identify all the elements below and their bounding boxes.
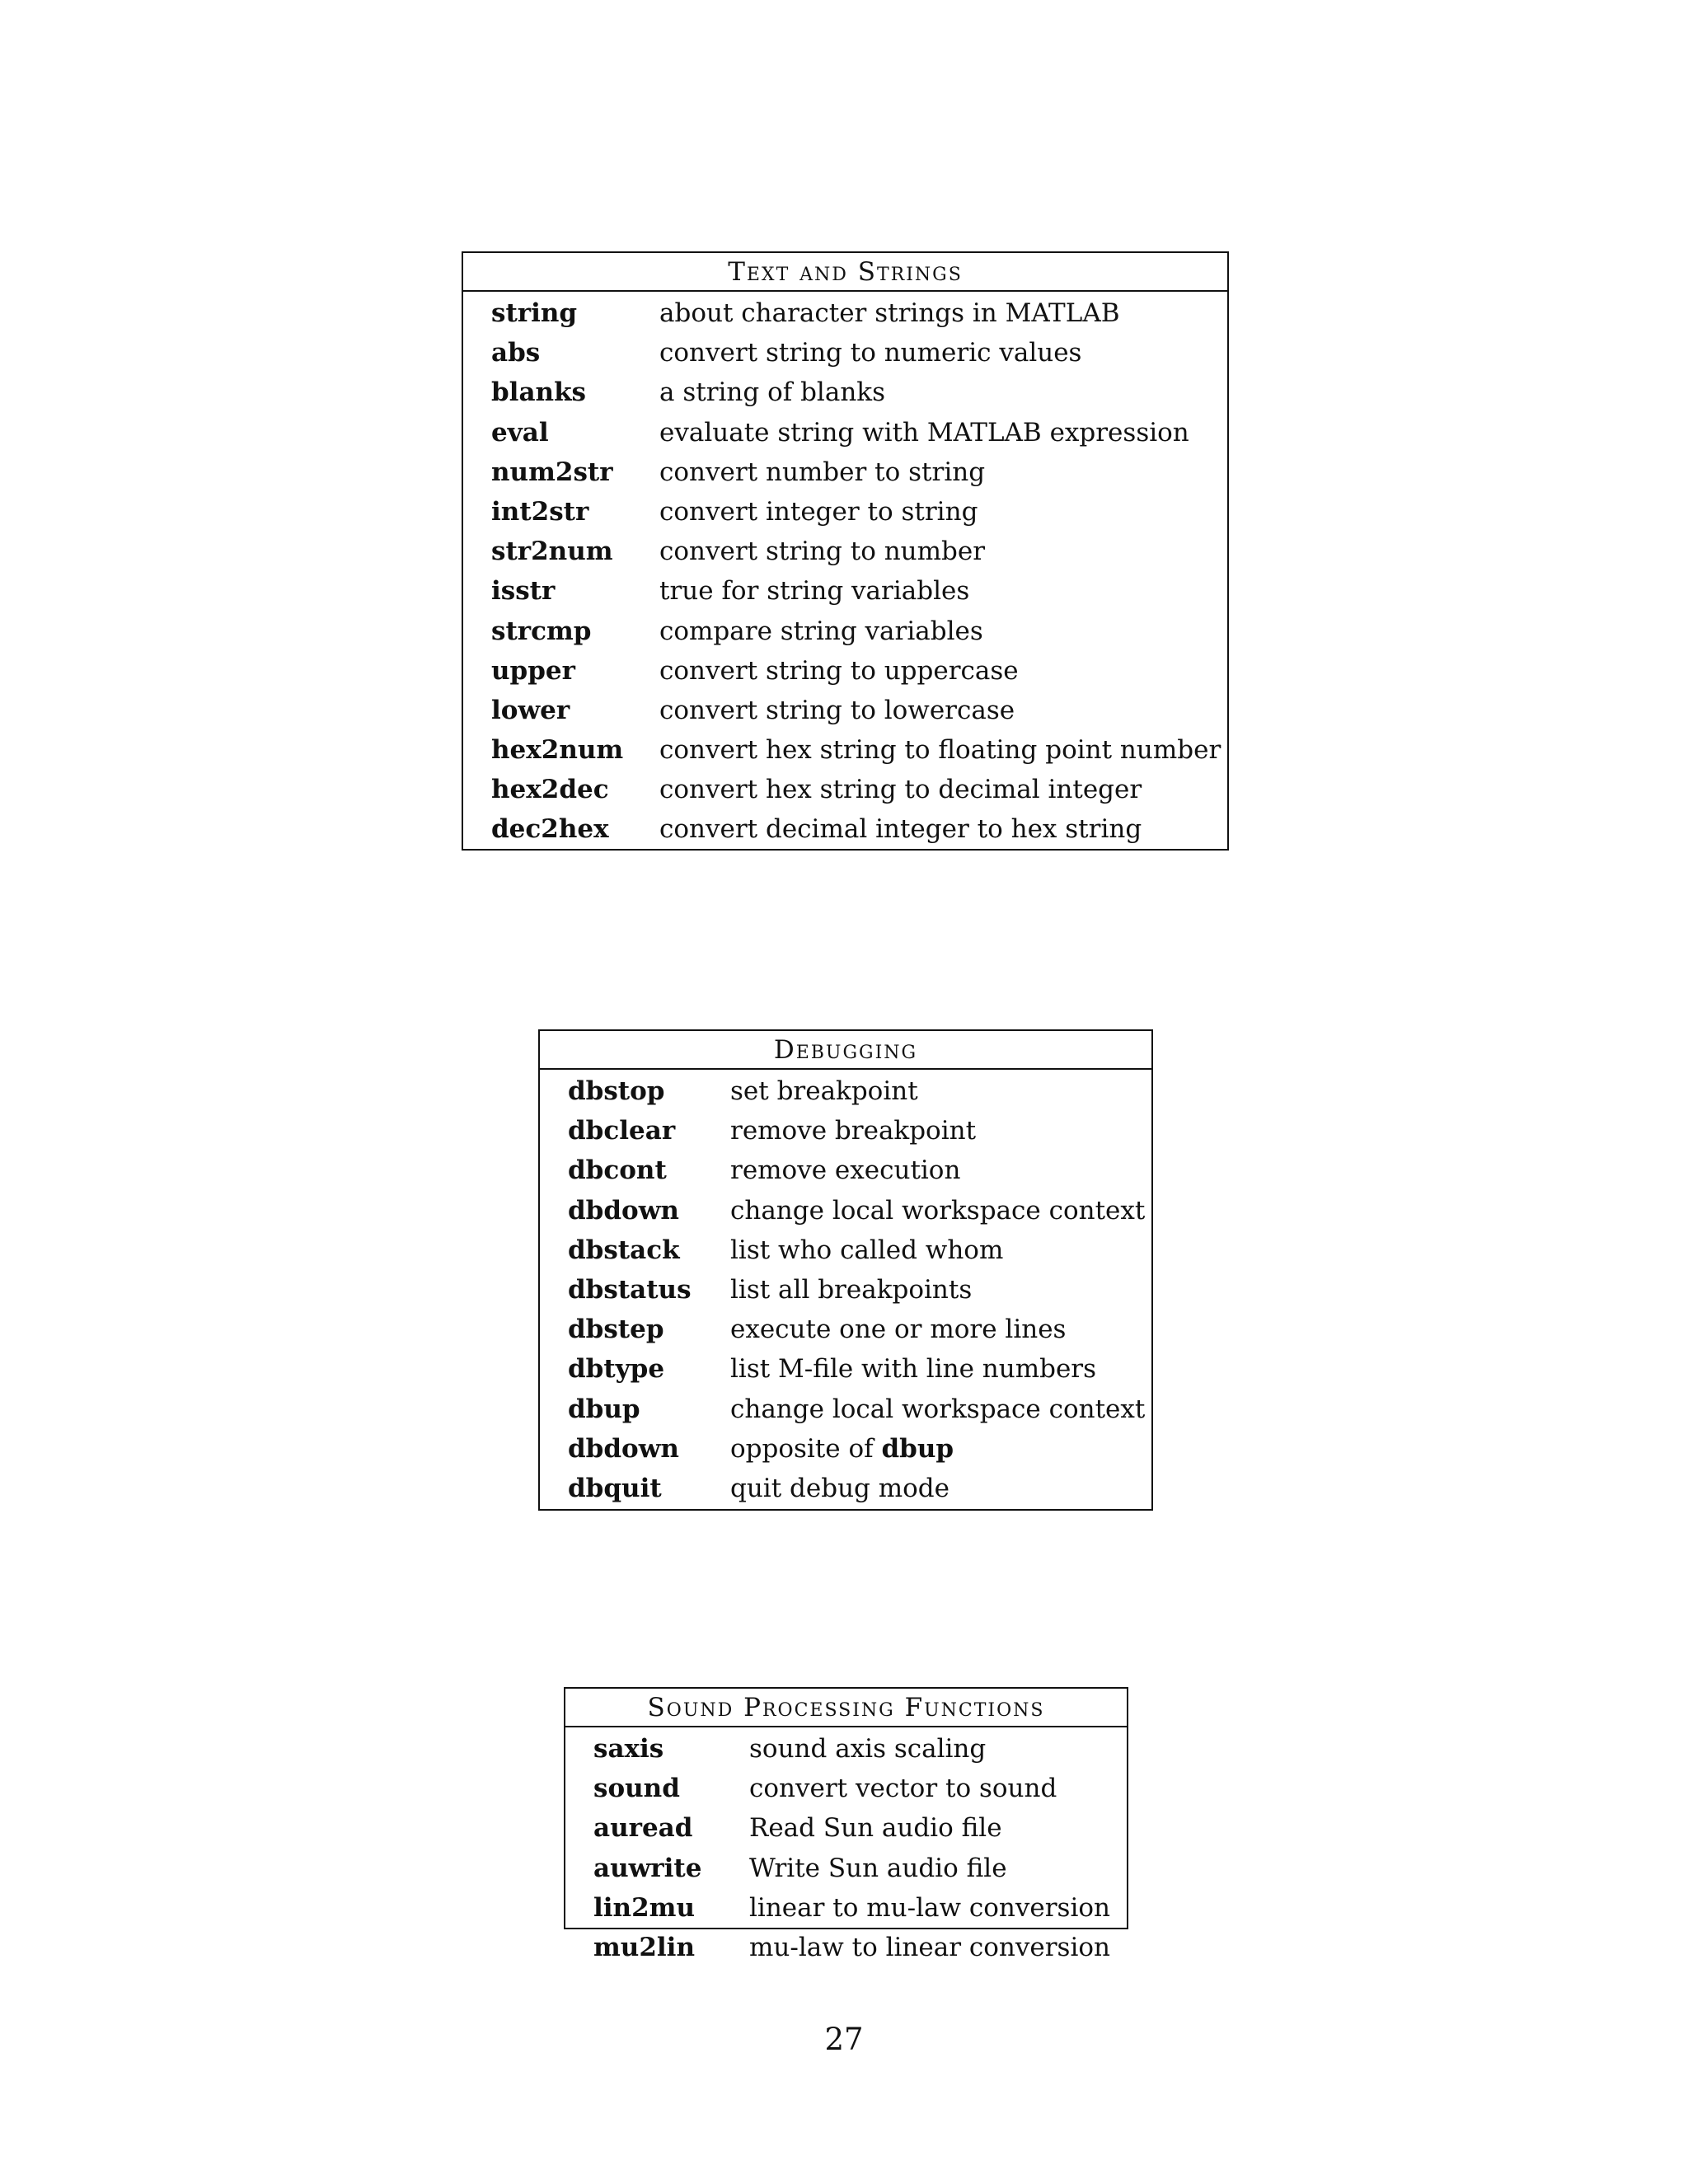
command-name: isstr [491,576,556,607]
description-text: remove breakpoint [730,1116,977,1146]
description-text: Write Sun audio file [749,1853,1007,1883]
table-row [540,1151,1151,1190]
table-row [565,1729,1127,1769]
command-description [659,373,885,412]
description-text: quit debug mode [730,1473,950,1503]
table-body [540,1070,1151,1508]
table-row [463,333,1227,373]
table-row [540,1111,1151,1151]
command-description [659,612,983,651]
command-name: upper [491,655,575,686]
command-description [659,730,1221,770]
table-row [463,293,1227,333]
description-text: convert number to string [659,457,986,487]
description-text: set breakpoint [730,1076,918,1106]
table-title: Text and Strings [463,253,1227,292]
table-title: Debugging [540,1031,1151,1070]
command-name: dbdown [568,1433,679,1464]
command-name: dbclear [568,1116,676,1146]
table-row [540,1429,1151,1469]
command-description [730,1390,1145,1429]
table-body [463,292,1227,850]
command-description [749,1808,1002,1848]
description-text: convert decimal integer to hex string [659,814,1142,845]
command-name: dec2hex [491,814,609,845]
table-row [463,452,1227,492]
table-row [463,651,1227,691]
table-row [565,1888,1127,1928]
command-description [730,1270,972,1310]
table-row [463,532,1227,571]
description-text: change local workspace context [730,1394,1146,1424]
sound-processing-table [564,1687,1128,1962]
description-text: list who called whom [730,1235,1004,1265]
description-text: mu-law to linear conversion [749,1932,1111,1962]
description-text: convert hex string to floating point number [659,735,1221,766]
description-text: convert hex string to decimal integer [659,775,1142,805]
command-description [749,1928,1110,1967]
description-text: convert vector to sound [749,1774,1057,1804]
command-description [659,651,1019,691]
description-text: linear to mu-law conversion [749,1892,1111,1923]
command-name: auwrite [593,1853,702,1883]
description-text: list M-file with line numbers [730,1354,1097,1385]
table-row [540,1390,1151,1429]
table-row [463,373,1227,412]
table-row [540,1310,1151,1349]
table-row [565,1808,1127,1848]
table-row [540,1071,1151,1111]
description-text: sound axis scaling [749,1734,987,1764]
command-name: dbstatus [568,1274,692,1305]
description-text: opposite of [730,1433,882,1464]
command-description [749,1769,1057,1808]
command-name: dbstop [568,1076,665,1106]
description-text: true for string variables [659,576,970,607]
command-name: dbquit [568,1473,662,1503]
page-number: 27 [824,2022,864,2057]
command-name: saxis [593,1734,664,1764]
command-name: dbstack [568,1235,680,1265]
command-name: num2str [491,457,613,487]
table-row [565,1928,1127,1967]
table-row [463,809,1227,849]
command-name: dbdown [568,1195,679,1226]
table-row [540,1230,1151,1270]
command-description [730,1230,1003,1270]
table-row [565,1769,1127,1808]
command-description [730,1071,918,1111]
description-text: convert string to uppercase [659,655,1019,686]
command-description [730,1469,950,1508]
command-description [659,492,978,532]
command-description [659,571,969,611]
command-description [730,1191,1145,1230]
command-description [749,1888,1110,1928]
description-text: convert string to number [659,537,986,567]
command-name: hex2dec [491,775,609,805]
text-and-strings-table [462,251,1229,851]
command-description [659,413,1189,452]
description-text: convert integer to string [659,496,978,527]
command-name: lin2mu [593,1892,696,1923]
command-description [659,770,1142,809]
table-title: Sound Processing Functions [565,1689,1127,1727]
command-name: dbup [568,1394,640,1424]
command-name: dbcont [568,1155,667,1186]
description-text: about character strings in MATLAB [659,298,1120,328]
command-description [659,293,1119,333]
table-row [463,571,1227,611]
command-name: lower [491,695,570,725]
command-name: string [491,298,578,328]
table-row [540,1270,1151,1310]
table-row [540,1191,1151,1230]
command-name: eval [491,417,549,448]
command-name: dbtype [568,1354,665,1385]
command-description [730,1111,976,1151]
description-text: convert string to lowercase [659,695,1015,725]
description-text: convert string to numeric values [659,338,1082,368]
debugging-table [538,1029,1153,1511]
command-description [730,1349,1096,1389]
description-text: a string of blanks [659,377,885,408]
command-description [659,691,1015,730]
command-name: strcmp [491,616,592,646]
table-body [565,1727,1127,1967]
command-name: auread [593,1813,693,1844]
command-name: dbstep [568,1315,664,1345]
command-description [730,1429,954,1469]
description-text: Read Sun audio file [749,1813,1002,1844]
command-description [749,1849,1007,1888]
description-text: compare string variables [659,616,983,646]
table-row [463,691,1227,730]
command-description [659,333,1081,373]
command-description [730,1151,960,1190]
table-row [463,770,1227,809]
description-text: change local workspace context [730,1195,1146,1226]
table-row [565,1849,1127,1888]
command-name: int2str [491,496,589,527]
command-description [730,1310,1066,1349]
description-text: remove execution [730,1155,961,1186]
command-description [659,809,1142,849]
command-name: sound [593,1774,680,1804]
command-description [659,452,985,492]
table-row [540,1349,1151,1389]
table-row [463,413,1227,452]
command-name: blanks [491,377,587,408]
command-description [659,532,985,571]
command-name: abs [491,338,541,368]
command-name: hex2num [491,735,624,766]
table-row [540,1469,1151,1508]
description-command-ref: dbup [881,1433,954,1464]
description-text: list all breakpoints [730,1274,973,1305]
table-row [463,730,1227,770]
command-name: mu2lin [593,1932,696,1962]
command-description [749,1729,986,1769]
table-row [463,612,1227,651]
table-row [463,492,1227,532]
command-name: str2num [491,537,613,567]
description-text: evaluate string with MATLAB expression [659,417,1189,448]
description-text: execute one or more lines [730,1315,1067,1345]
